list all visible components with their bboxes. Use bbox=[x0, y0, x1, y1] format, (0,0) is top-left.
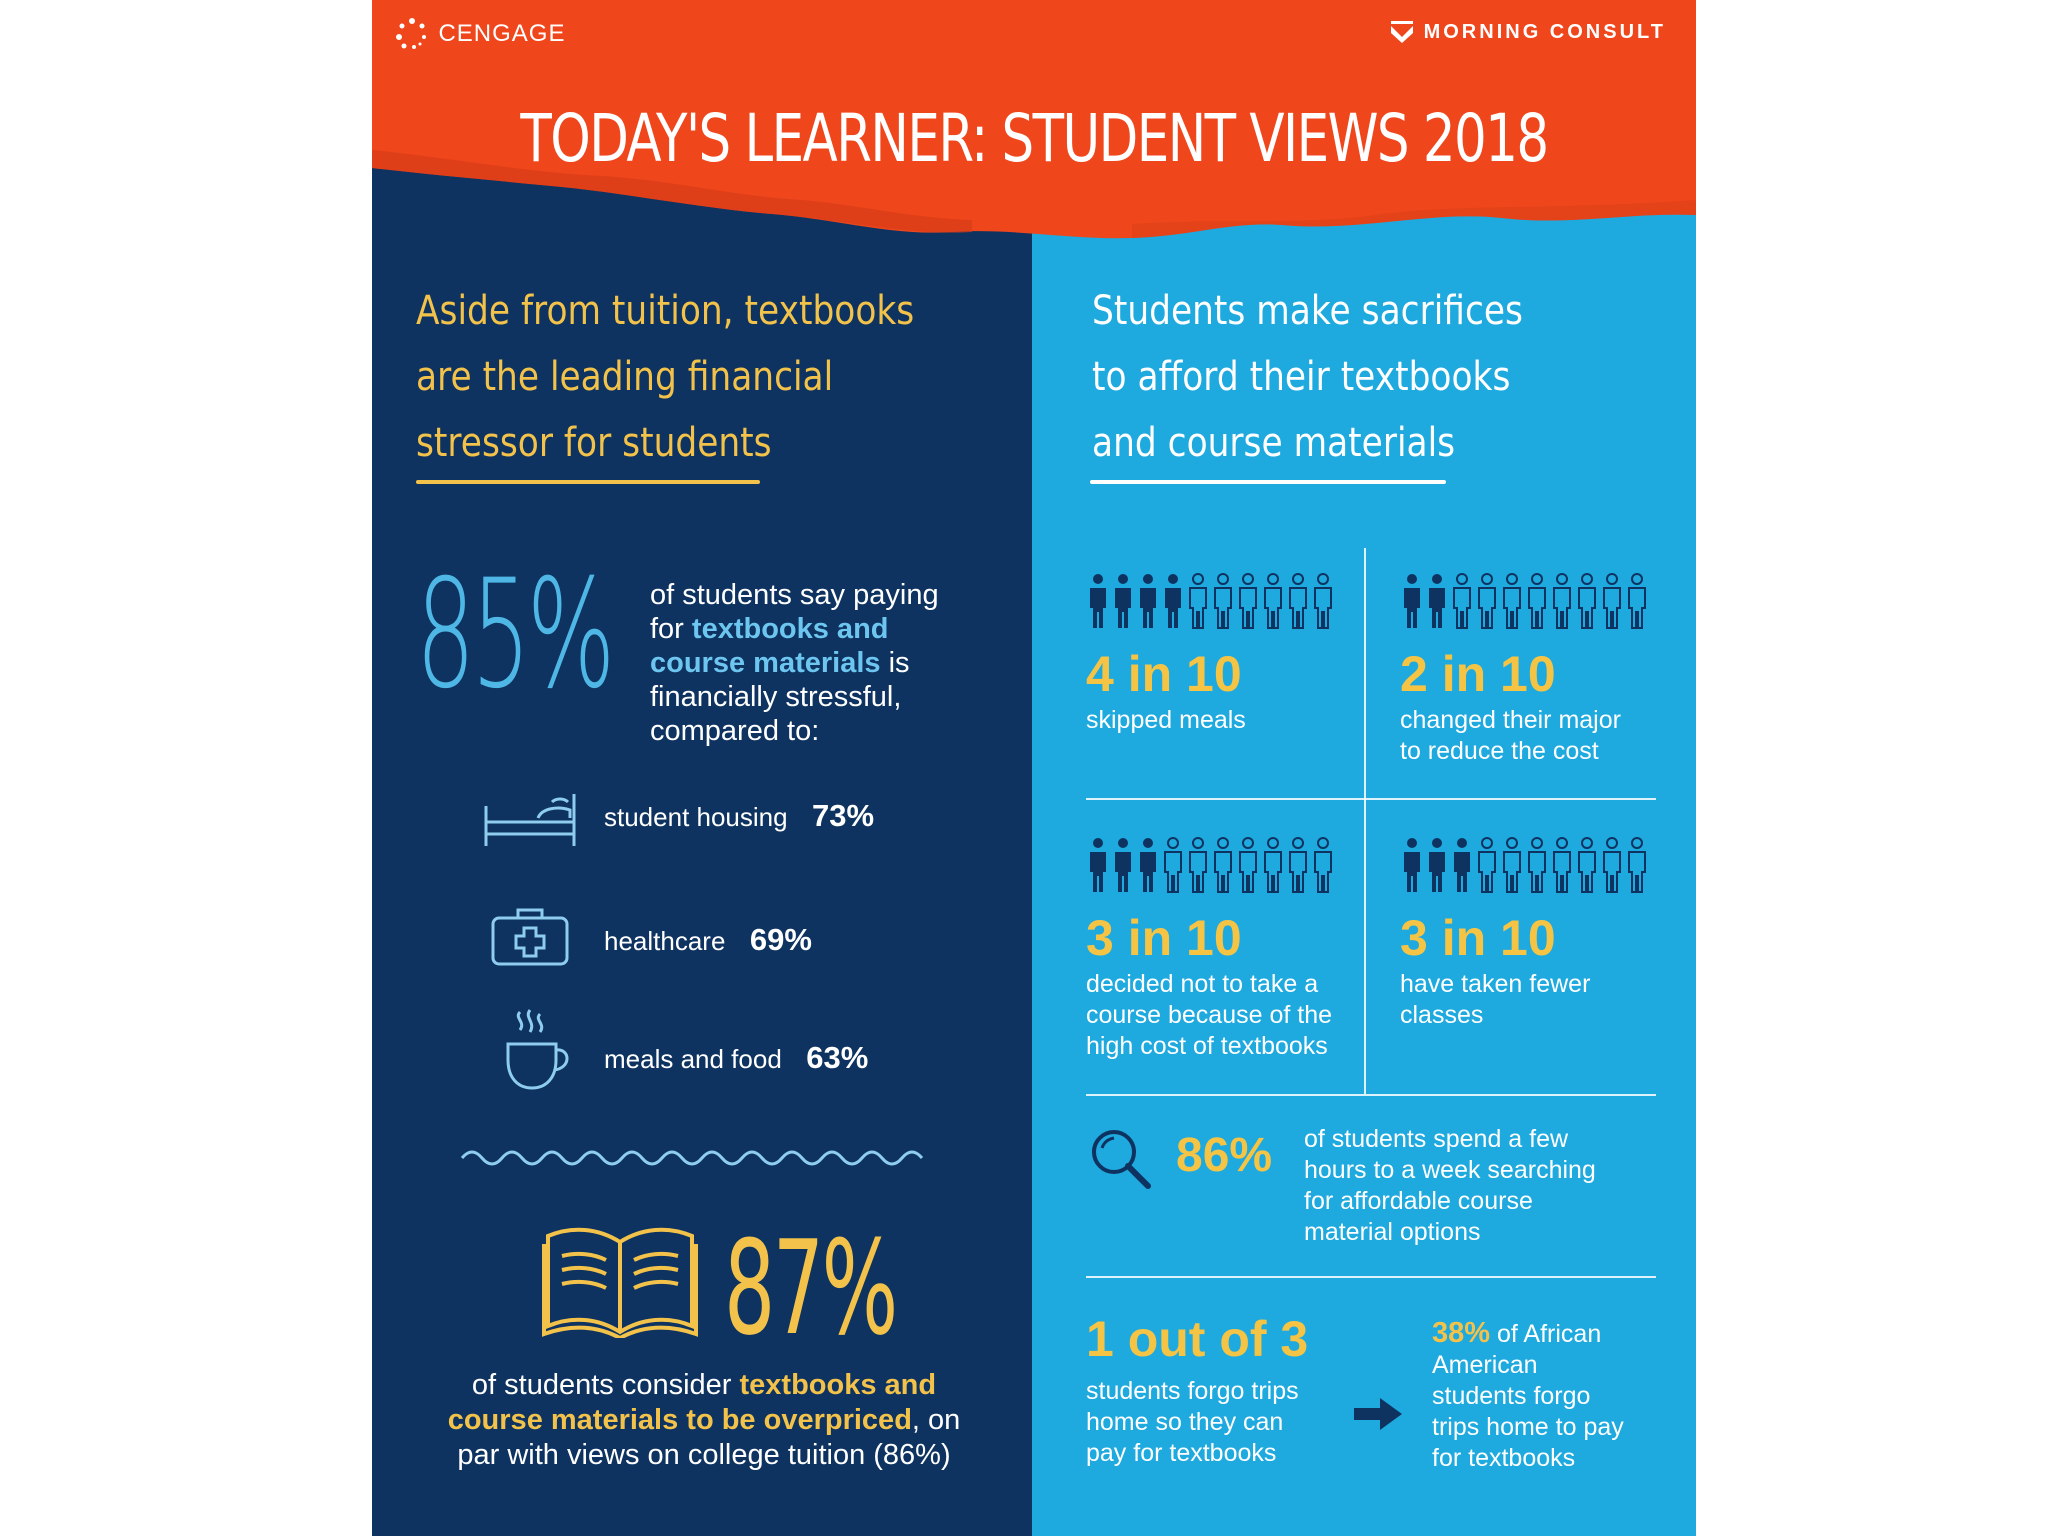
wavy-divider bbox=[460, 1144, 932, 1170]
person-filled-icon bbox=[1136, 572, 1160, 632]
person-outline-icon bbox=[1450, 572, 1474, 632]
stat-85-percent: 85% bbox=[416, 548, 612, 722]
section-divider bbox=[1086, 1276, 1656, 1278]
people-icon-row bbox=[1086, 836, 1336, 901]
stat-text: par with views on college tuition (86%) bbox=[457, 1439, 951, 1471]
stat-1-out-of-3-description bbox=[1086, 1376, 1346, 1469]
stat-86-description bbox=[1304, 1124, 1644, 1248]
sacrifice-description bbox=[1400, 969, 1650, 1031]
morning-consult-wordmark: MORNING CONSULT bbox=[1423, 20, 1666, 43]
stressor-label: healthcare bbox=[604, 926, 726, 956]
sacrifice-description-line: classes bbox=[1400, 1001, 1484, 1029]
person-outline-icon bbox=[1236, 836, 1260, 896]
stressor-healthcare bbox=[490, 904, 570, 971]
stressor-value: 69% bbox=[749, 922, 812, 957]
stat-87-percent: 87% bbox=[724, 1212, 896, 1364]
stat-text: compared to: bbox=[650, 715, 820, 747]
cengage-burst-icon bbox=[394, 16, 430, 52]
sacrifice-description-line: skipped meals bbox=[1086, 706, 1246, 734]
stat-86-line: for affordable course bbox=[1304, 1187, 1533, 1215]
left-heading-line: stressor for students bbox=[416, 420, 772, 466]
stat-85-description bbox=[650, 578, 980, 748]
person-outline-icon bbox=[1286, 572, 1310, 632]
right-heading-line: to afford their textbooks bbox=[1092, 354, 1511, 400]
african-american-line: American bbox=[1432, 1351, 1538, 1379]
sacrifice-description bbox=[1086, 705, 1336, 736]
sacrifice-description-line: changed their major bbox=[1400, 706, 1621, 734]
cengage-logo bbox=[394, 16, 565, 52]
african-american-stat bbox=[1432, 1318, 1672, 1474]
bed-icon bbox=[482, 788, 578, 848]
person-outline-icon bbox=[1600, 836, 1624, 896]
people-icon-row bbox=[1086, 572, 1336, 637]
sacrifice-skipped-course bbox=[1086, 836, 1336, 1062]
stat-text: of students consider bbox=[471, 1369, 740, 1401]
right-heading-line: and course materials bbox=[1092, 420, 1456, 466]
person-outline-icon bbox=[1261, 836, 1285, 896]
right-heading-underline bbox=[1090, 480, 1446, 484]
person-outline-icon bbox=[1475, 572, 1499, 632]
right-heading bbox=[1092, 278, 1523, 476]
person-outline-icon bbox=[1311, 572, 1335, 632]
sacrifice-stat: 3 in 10 bbox=[1400, 910, 1556, 966]
arrow-right-icon bbox=[1352, 1394, 1404, 1434]
person-outline-icon bbox=[1525, 572, 1549, 632]
stat-highlight: textbooks and bbox=[739, 1369, 937, 1401]
first-aid-kit-icon bbox=[490, 904, 570, 966]
stat-highlight: course materials to be overpriced bbox=[447, 1404, 912, 1436]
person-filled-icon bbox=[1136, 836, 1160, 896]
person-outline-icon bbox=[1500, 572, 1524, 632]
stat-text: of students say paying bbox=[650, 579, 939, 611]
african-american-line: students forgo bbox=[1432, 1382, 1591, 1410]
stressor-label: meals and food bbox=[604, 1044, 782, 1074]
person-filled-icon bbox=[1425, 836, 1449, 896]
person-filled-icon bbox=[1086, 836, 1110, 896]
grid-vertical-divider bbox=[1364, 548, 1366, 1094]
stressor-meals bbox=[502, 1008, 574, 1097]
stat-86-percent: 86% bbox=[1176, 1129, 1273, 1182]
person-outline-icon bbox=[1525, 836, 1549, 896]
person-outline-icon bbox=[1261, 572, 1285, 632]
stressor-housing bbox=[482, 788, 578, 848]
person-outline-icon bbox=[1211, 836, 1235, 896]
right-heading-line: Students make sacrifices bbox=[1092, 288, 1523, 334]
left-heading-line: Aside from tuition, textbooks bbox=[416, 288, 915, 334]
people-icon-row bbox=[1400, 836, 1650, 901]
sacrifice-stat: 2 in 10 bbox=[1400, 646, 1556, 702]
stressor-meals-text bbox=[604, 1040, 868, 1076]
stat-86-line: of students spend a few bbox=[1304, 1125, 1569, 1153]
magnifying-glass-icon bbox=[1088, 1126, 1154, 1192]
stressor-value: 73% bbox=[812, 798, 875, 833]
african-american-line: for textbooks bbox=[1432, 1444, 1576, 1472]
person-filled-icon bbox=[1400, 572, 1424, 632]
stat-86-line: hours to a week searching bbox=[1304, 1156, 1596, 1184]
sacrifice-description-line: to reduce the cost bbox=[1400, 737, 1599, 765]
infographic bbox=[372, 0, 1696, 1536]
sacrifice-description-line: course because of the bbox=[1086, 1001, 1332, 1029]
stat-text: for bbox=[650, 613, 692, 645]
person-filled-icon bbox=[1161, 572, 1185, 632]
sacrifice-description-line: have taken fewer bbox=[1400, 970, 1591, 998]
person-outline-icon bbox=[1311, 836, 1335, 896]
morning-consult-logo bbox=[1389, 20, 1666, 44]
person-outline-icon bbox=[1575, 836, 1599, 896]
cengage-wordmark: CENGAGE bbox=[438, 20, 566, 47]
person-outline-icon bbox=[1186, 836, 1210, 896]
stat-87-description bbox=[392, 1368, 1016, 1473]
person-filled-icon bbox=[1111, 836, 1135, 896]
open-book-icon bbox=[542, 1222, 698, 1338]
person-outline-icon bbox=[1211, 572, 1235, 632]
person-filled-icon bbox=[1086, 572, 1110, 632]
left-heading-line: are the leading financial bbox=[416, 354, 834, 400]
person-outline-icon bbox=[1550, 836, 1574, 896]
person-outline-icon bbox=[1161, 836, 1185, 896]
coffee-cup-icon bbox=[502, 1008, 574, 1092]
person-filled-icon bbox=[1111, 572, 1135, 632]
person-outline-icon bbox=[1236, 572, 1260, 632]
african-american-line: trips home to pay bbox=[1432, 1413, 1624, 1441]
stat-text: , on bbox=[911, 1404, 961, 1436]
sacrifice-changed-major bbox=[1400, 572, 1650, 767]
trips-line: pay for textbooks bbox=[1086, 1439, 1277, 1467]
sacrifice-description-line: decided not to take a bbox=[1086, 970, 1319, 998]
sacrifice-skipped-meals bbox=[1086, 572, 1336, 736]
stat-highlight: course materials bbox=[650, 647, 881, 679]
trips-line: students forgo trips bbox=[1086, 1377, 1299, 1405]
stat-text: financially stressful, bbox=[650, 681, 902, 713]
african-american-percent: 38% bbox=[1432, 1317, 1491, 1349]
person-filled-icon bbox=[1425, 572, 1449, 632]
trips-line: home so they can bbox=[1086, 1408, 1284, 1436]
person-outline-icon bbox=[1500, 836, 1524, 896]
sacrifice-stat: 4 in 10 bbox=[1086, 646, 1242, 702]
stressor-healthcare-text bbox=[604, 922, 812, 958]
sacrifice-fewer-classes bbox=[1400, 836, 1650, 1031]
person-outline-icon bbox=[1625, 572, 1649, 632]
sacrifice-description bbox=[1400, 705, 1650, 767]
morning-consult-check-icon bbox=[1389, 20, 1415, 44]
person-outline-icon bbox=[1575, 572, 1599, 632]
stressor-value: 63% bbox=[806, 1040, 869, 1075]
person-filled-icon bbox=[1400, 836, 1424, 896]
stressor-housing-text bbox=[604, 798, 874, 834]
section-divider bbox=[1086, 1094, 1656, 1096]
person-outline-icon bbox=[1600, 572, 1624, 632]
stat-highlight: textbooks and bbox=[691, 613, 889, 645]
sacrifice-stat: 3 in 10 bbox=[1086, 910, 1242, 966]
person-outline-icon bbox=[1625, 836, 1649, 896]
stat-86-line: material options bbox=[1304, 1218, 1481, 1246]
grid-horizontal-divider bbox=[1086, 798, 1656, 800]
stat-text: is bbox=[880, 647, 910, 679]
stressor-label: student housing bbox=[604, 802, 788, 832]
person-outline-icon bbox=[1475, 836, 1499, 896]
person-outline-icon bbox=[1286, 836, 1310, 896]
person-outline-icon bbox=[1186, 572, 1210, 632]
person-outline-icon bbox=[1550, 572, 1574, 632]
page-title: TODAY'S LEARNER: STUDENT VIEWS 2018 bbox=[520, 100, 1548, 177]
stat-1-out-of-3: 1 out of 3 bbox=[1086, 1311, 1309, 1367]
sacrifice-description bbox=[1086, 969, 1336, 1062]
left-heading-underline bbox=[416, 480, 760, 484]
people-icon-row bbox=[1400, 572, 1650, 637]
african-american-line: of African bbox=[1490, 1320, 1602, 1348]
left-heading bbox=[416, 278, 914, 476]
sacrifice-description-line: high cost of textbooks bbox=[1086, 1032, 1328, 1060]
person-filled-icon bbox=[1450, 836, 1474, 896]
